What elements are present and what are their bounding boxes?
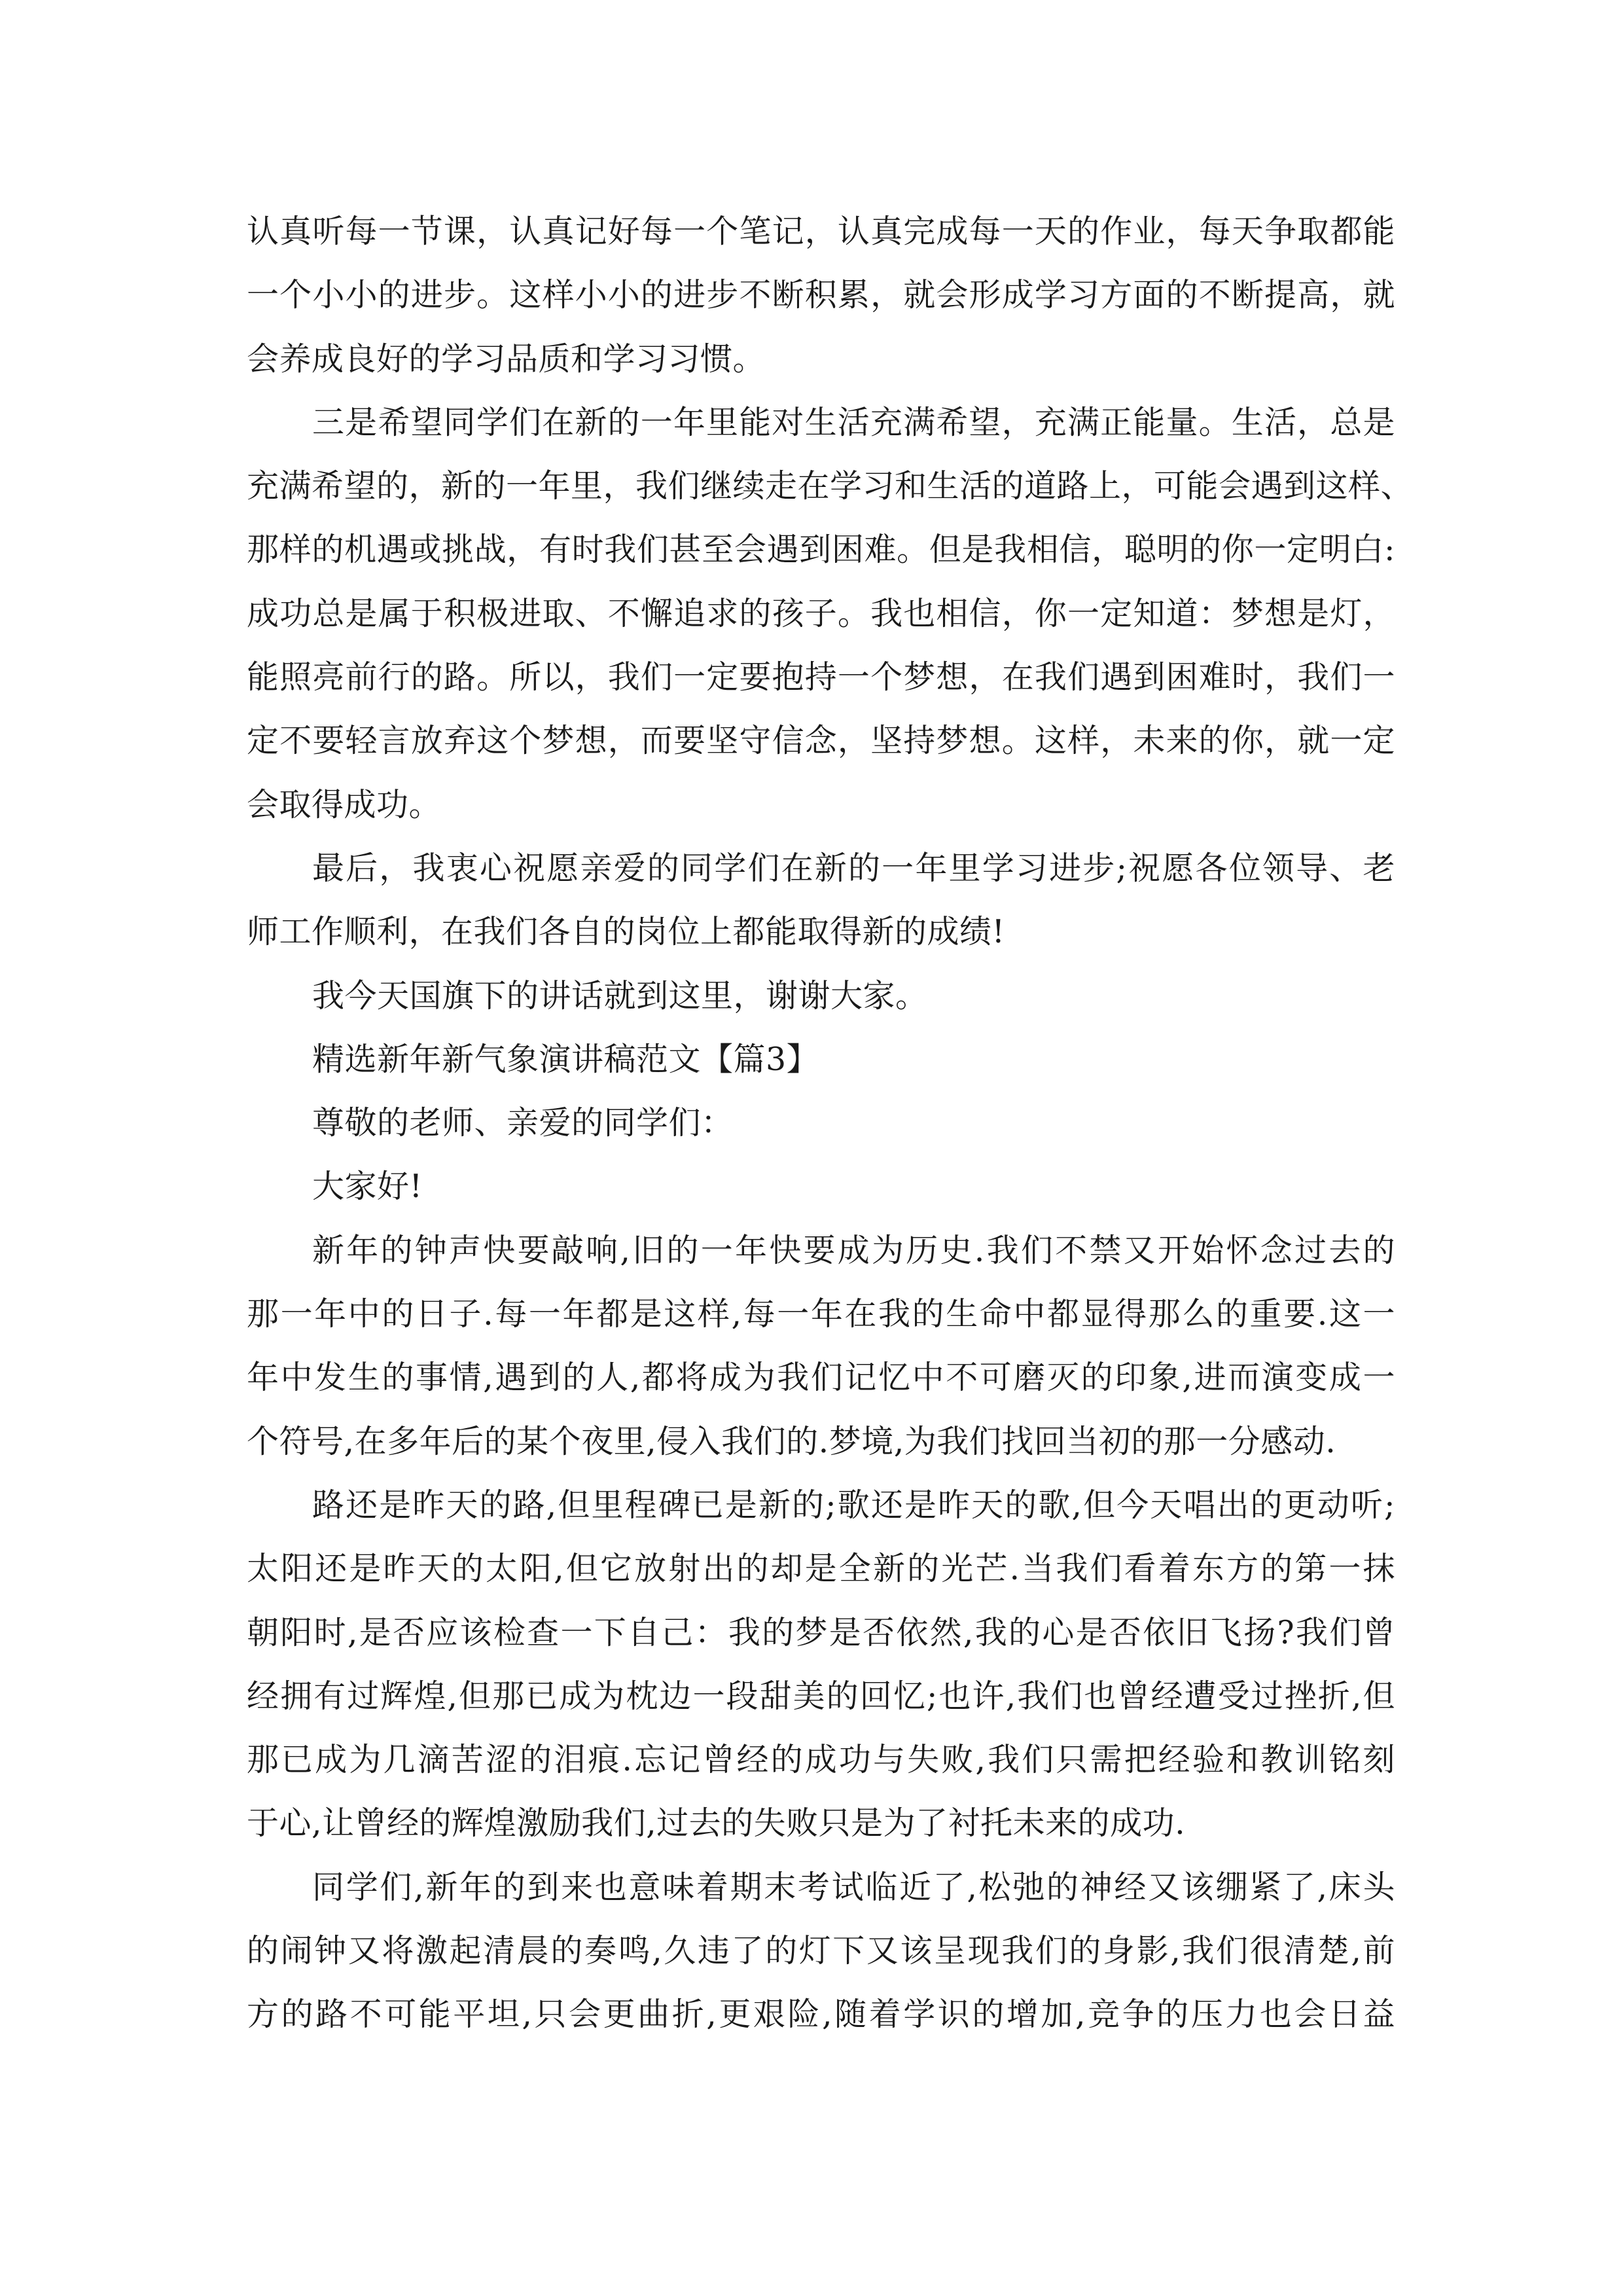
text-line: 定不要轻言放弃这个梦想，而要坚守信念，坚持梦想。这样，未来的你，就一定 (247, 722, 1395, 760)
text-line: 个符号,在多年后的某个夜里,侵入我们的.梦境,为我们找回当初的那一分感动. (247, 1422, 1336, 1460)
text-line: 会取得成功。 (247, 785, 442, 823)
text-line: 成功总是属于积极进取、不懈追求的孩子。我也相信，你一定知道：梦想是灯， (247, 594, 1395, 632)
text-line: 一个小小的进步。这样小小的进步不断积累，就会形成学习方面的不断提高，就 (247, 276, 1395, 314)
text-line: 新年的钟声快要敲响,旧的一年快要成为历史.我们不禁又开始怀念过去的 (312, 1231, 1395, 1269)
text-line: 我今天国旗下的讲话就到这里，谢谢大家。 (312, 977, 928, 1014)
text-line: 充满希望的，新的一年里，我们继续走在学习和生活的道路上，可能会遇到这样、 (247, 467, 1414, 505)
text-line: 年中发生的事情,遇到的人,都将成为我们记忆中不可磨灭的印象,进而演变成一 (247, 1359, 1395, 1397)
text-line: 三是希望同学们在新的一年里能对生活充满希望，充满正能量。生活，总是 (312, 403, 1395, 441)
text-line: 最后，我衷心祝愿亲爱的同学们在新的一年里学习进步;祝愿各位领导、老 (312, 849, 1395, 887)
text-line: 认真听每一节课，认真记好每一个笔记，认真完成每一天的作业，每天争取都能 (247, 213, 1395, 250)
text-line: 经拥有过辉煌,但那已成为枕边一段甜美的回忆;也许,我们也曾经遭受过挫折,但 (247, 1677, 1395, 1715)
text-line: 尊敬的老师、亲爱的同学们： (312, 1104, 734, 1142)
text-line: 那一年中的日子.每一年都是这样,每一年在我的生命中都显得那么的重要.这一 (247, 1295, 1395, 1333)
text-line: 路还是昨天的路,但里程碑已是新的;歌还是昨天的歌,但今天唱出的更动听; (312, 1486, 1395, 1524)
text-line: 朝阳时,是否应该检查一下自己：我的梦是否依然,我的心是否依旧飞扬?我们曾 (247, 1613, 1395, 1651)
text-line: 那样的机遇或挑战，有时我们甚至会遇到困难。但是我相信，聪明的你一定明白: (247, 531, 1395, 569)
text-line: 的闹钟又将激起清晨的奏鸣,久违了的灯下又该呈现我们的身影,我们很清楚,前 (247, 1932, 1395, 1970)
text-line: 太阳还是昨天的太阳,但它放射出的却是全新的光芒.当我们看着东方的第一抹 (247, 1550, 1395, 1588)
text-line: 同学们,新年的到来也意味着期末考试临近了,松弛的神经又该绷紧了,床头 (312, 1868, 1395, 1906)
text-line: 方的路不可能平坦,只会更曲折,更艰险,随着学识的增加,竞争的压力也会日益 (247, 1996, 1395, 2034)
text-line: 于心,让曾经的辉煌激励我们,过去的失败只是为了衬托未来的成功. (247, 1804, 1186, 1842)
text-line: 大家好! (312, 1168, 423, 1206)
text-line: 能照亮前行的路。所以，我们一定要抱持一个梦想，在我们遇到困难时，我们一 (247, 658, 1395, 696)
text-line: 会养成良好的学习品质和学习习惯。 (247, 340, 766, 378)
document-body (247, 200, 1414, 2047)
text-line: 那已成为几滴苦涩的泪痕.忘记曾经的成功与失败,我们只需把经验和教训铭刻 (247, 1741, 1395, 1779)
text-line: 师工作顺利，在我们各自的岗位上都能取得新的成绩! (247, 913, 1005, 951)
text-line: 精选新年新气象演讲稿范文【篇3】 (312, 1040, 819, 1078)
